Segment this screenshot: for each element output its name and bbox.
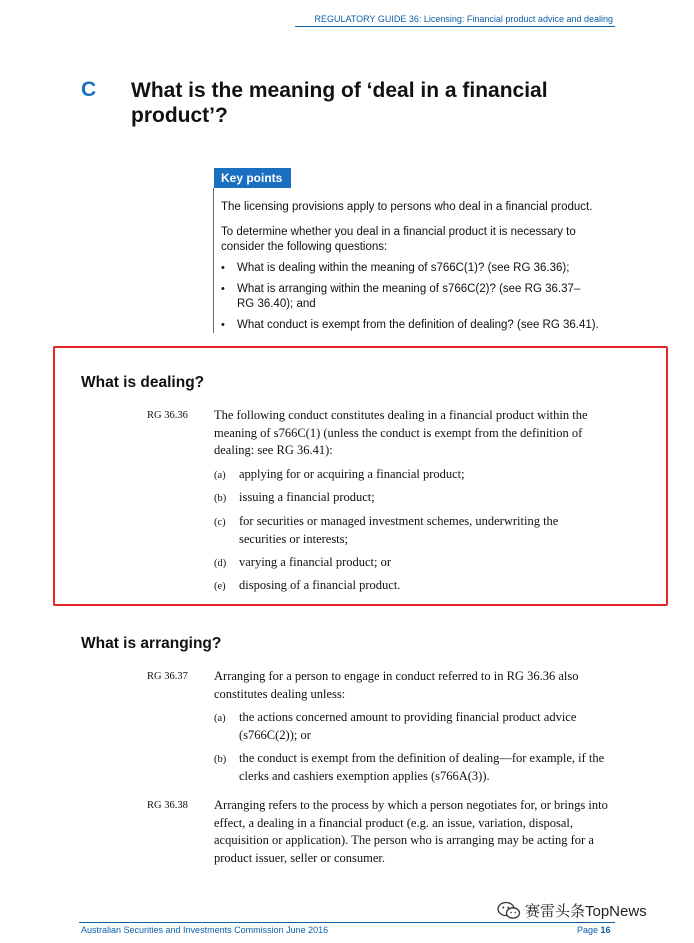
key-points-paragraph-2: To determine whether you deal in a financial product it is necessary to consider the following questions: bbox=[221, 226, 576, 253]
item-letter: (c) bbox=[214, 517, 226, 528]
running-header: REGULATORY GUIDE 36: Licensing: Financial product advice and dealing bbox=[314, 14, 613, 24]
dealing-heading: What is dealing? bbox=[81, 374, 205, 391]
footer-publisher: Australian Securities and Investments Commission June 2016 bbox=[81, 925, 329, 935]
page-title: What is the meaning of ‘deal in a financial product’? bbox=[131, 79, 548, 127]
bullet-marker: • bbox=[221, 283, 225, 295]
key-points-bar bbox=[213, 188, 214, 333]
key-points-bullet-3: What conduct is exempt from the definition of dealing? (see RG 36.41). bbox=[237, 319, 599, 331]
key-points-paragraph-1: The licensing provisions apply to persons who deal in a financial product. bbox=[221, 201, 593, 213]
item-letter: (b) bbox=[214, 493, 227, 504]
key-points-bullet-1: What is dealing within the meaning of s766C(1)? (see RG 36.36); bbox=[237, 262, 570, 274]
item-letter: (d) bbox=[214, 558, 227, 569]
item-text: the conduct is exempt from the definition of dealing—for example, if the clerks and cashiers exemption applies (s766A(3)). bbox=[239, 751, 605, 783]
item-text: applying for or acquiring a financial product; bbox=[239, 467, 465, 481]
footer-page bbox=[577, 925, 611, 935]
bullet-marker: • bbox=[221, 262, 225, 274]
item-text: the actions concerned amount to providing financial product advice (s766C(2)); or bbox=[239, 710, 577, 742]
section-letter: C bbox=[81, 78, 97, 101]
page-label: Page bbox=[577, 925, 599, 935]
item-text: varying a financial product; or bbox=[239, 555, 392, 569]
paragraph-number: RG 36.36 bbox=[147, 410, 188, 421]
bullet-marker: • bbox=[221, 319, 225, 331]
paragraph-text: The following conduct constitutes dealing in a financial product within the meaning of s766C(1) (unless the conduct is exempt from the definition of dealing: see RG 36.41): bbox=[214, 408, 588, 457]
item-letter: (a) bbox=[214, 470, 226, 481]
paragraph-text: Arranging for a person to engage in conduct referred to in RG 36.36 also constitutes dealing unless: bbox=[214, 669, 579, 701]
item-text: for securities or managed investment schemes, underwriting the securities or interests; bbox=[239, 514, 559, 546]
header-rule bbox=[295, 26, 615, 27]
key-points-label: Key points bbox=[214, 168, 291, 188]
key-points-bullet-2: What is arranging within the meaning of s766C(2)? (see RG 36.37– RG 36.40); and bbox=[237, 283, 581, 310]
footer-rule bbox=[79, 922, 615, 923]
arranging-heading: What is arranging? bbox=[81, 635, 222, 652]
paragraph-number: RG 36.37 bbox=[147, 671, 188, 682]
page-number: 16 bbox=[600, 925, 611, 935]
item-text: issuing a financial product; bbox=[239, 490, 375, 504]
item-letter: (b) bbox=[214, 754, 227, 765]
item-text: disposing of a financial product. bbox=[239, 578, 401, 592]
paragraph-number: RG 36.38 bbox=[147, 800, 188, 811]
wechat-icon bbox=[497, 901, 521, 921]
watermark bbox=[497, 900, 647, 921]
item-letter: (e) bbox=[214, 581, 226, 592]
watermark-text: 赛雷头条TopNews bbox=[525, 903, 647, 920]
paragraph-text: Arranging refers to the process by which a person negotiates for, or brings into effect, a dealing in a financial product (e.g. an issue, variation, disposal, acquisition or application). The person who is arranging may be acting for a product issuer, seller or consumer. bbox=[214, 798, 608, 865]
item-letter: (a) bbox=[214, 713, 226, 724]
